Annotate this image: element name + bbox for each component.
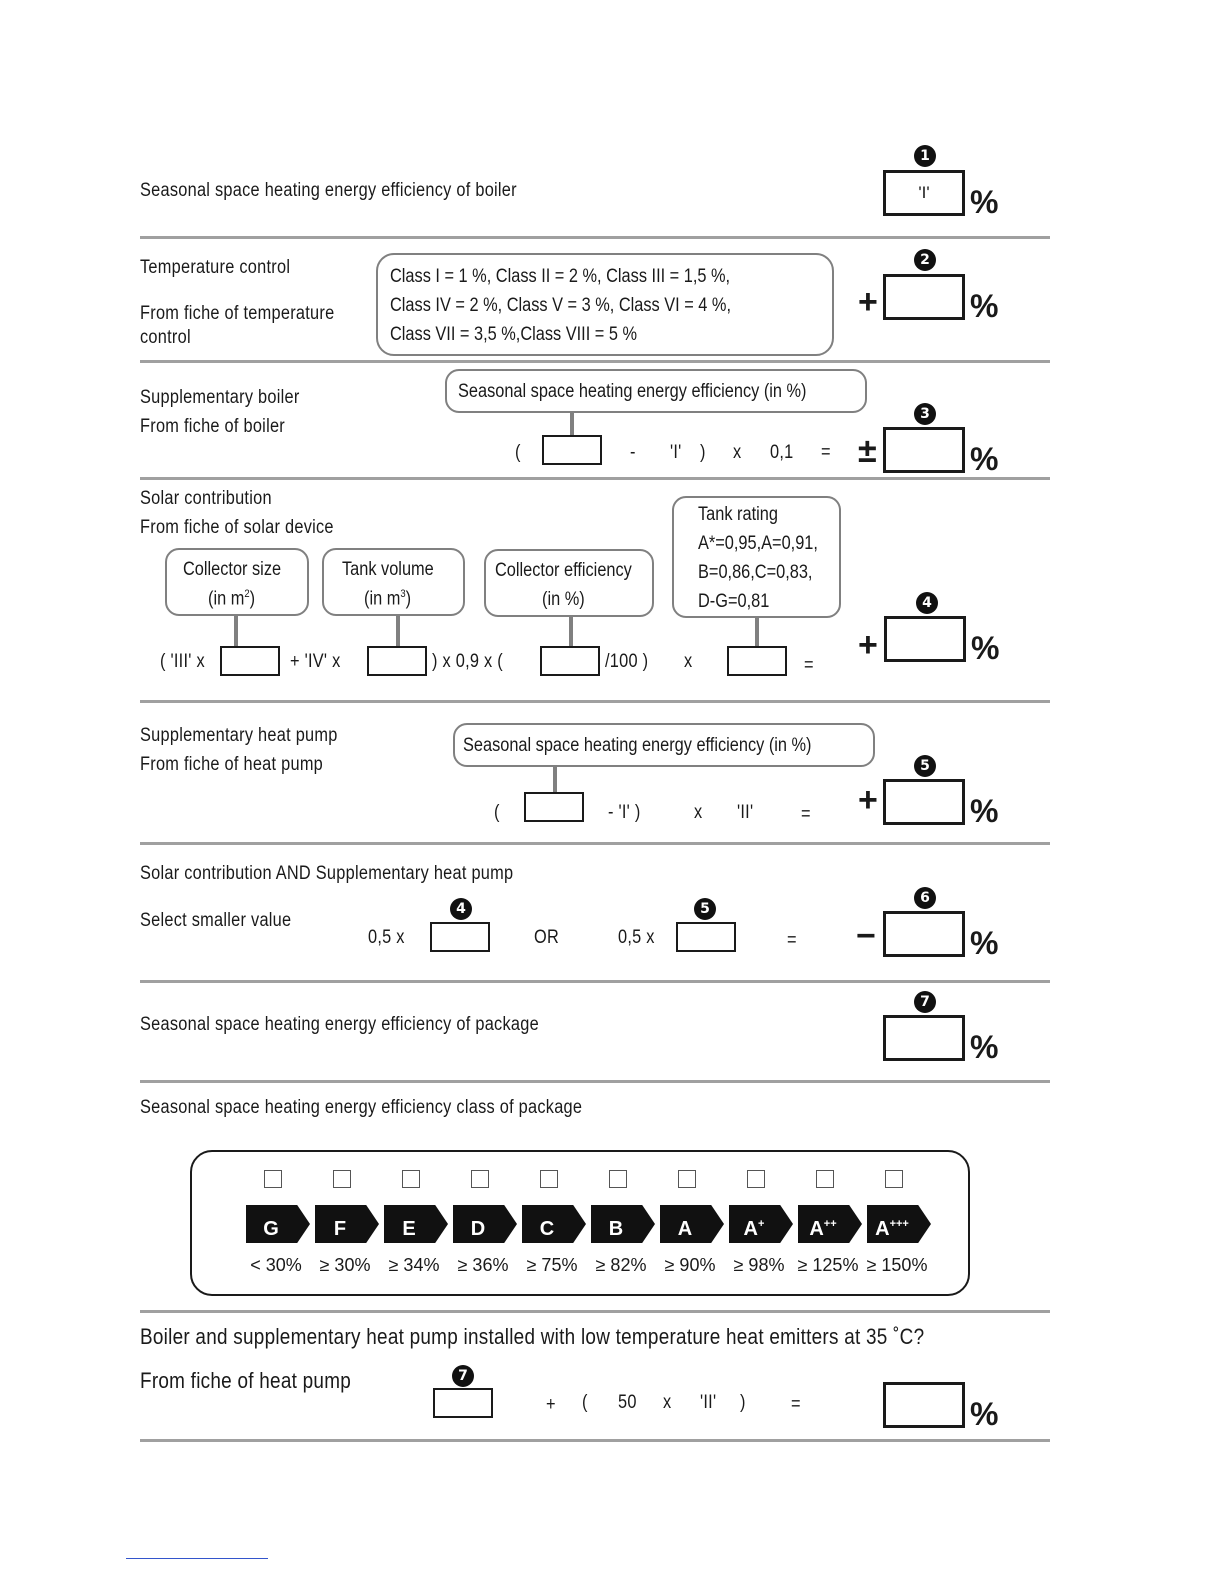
class-threshold: < 30% <box>250 1255 302 1275</box>
supplementary-heat-pump-percent: % <box>970 793 999 829</box>
low-temp-source: From fiche of heat pump <box>140 1368 352 1393</box>
formula-part-5: x <box>684 651 693 672</box>
class-arrow-label: B <box>608 1218 624 1240</box>
boiler-efficiency-label: Seasonal space heating energy efficiency of boiler <box>140 180 517 201</box>
plus-sign: + <box>858 626 878 664</box>
class-threshold: ≥ 82% <box>595 1255 647 1275</box>
temperature-control-percent: % <box>970 288 999 324</box>
step-7-marker: 7 <box>914 991 936 1013</box>
minus-ref-text: - 'I' ) <box>608 802 641 823</box>
boiler-efficiency-percent: % <box>970 184 999 220</box>
low-temp-result-percent: % <box>970 1396 999 1432</box>
class-arrow-label: F <box>333 1218 347 1240</box>
tank-volume-unit: (in $m^3$) <box>364 588 412 610</box>
collector-size-input[interactable] <box>220 646 280 676</box>
times-text: x <box>663 1392 672 1413</box>
supplementary-heat-pump-title: Supplementary heat pump <box>140 725 338 746</box>
class-checkbox[interactable] <box>747 1170 765 1188</box>
divider <box>140 1080 1050 1083</box>
ref-II: 'II' <box>700 1392 717 1413</box>
ref-7-marker: 7 <box>452 1365 474 1387</box>
supplementary-boiler-source: From fiche of boiler <box>140 416 286 437</box>
class-arrow-label: C <box>539 1218 555 1240</box>
package-efficiency-box[interactable] <box>883 1015 965 1061</box>
class-threshold: ≥ 125% <box>797 1255 859 1275</box>
close-paren: ) <box>700 442 706 463</box>
class-threshold: ≥ 150% <box>866 1255 928 1275</box>
step-1-marker: 1 <box>914 145 936 167</box>
equals-text: = <box>787 930 797 951</box>
tank-rating-line-1: A*=0,95,A=0,91, <box>698 533 818 554</box>
class-checkbox[interactable] <box>816 1170 834 1188</box>
divider <box>140 842 1050 845</box>
collector-size-unit: (in $m^2$) <box>208 588 256 610</box>
equals-text: = <box>791 1394 801 1415</box>
collector-efficiency-label: Collector efficiency <box>495 560 632 581</box>
collector-efficiency-input[interactable] <box>540 646 600 676</box>
step-3-marker: 3 <box>914 403 936 425</box>
or-text: OR <box>534 927 560 948</box>
supplementary-heat-pump-box[interactable] <box>883 779 965 825</box>
minus-text: - <box>630 442 636 463</box>
half-times-text: 0,5 x <box>368 927 405 948</box>
temperature-control-source: From fiche of temperature <box>140 303 335 324</box>
boiler-efficiency-ref: 'I' <box>918 183 930 202</box>
smaller-value-percent: % <box>970 925 999 961</box>
times-text: x <box>733 442 742 463</box>
supplementary-boiler-title: Supplementary boiler <box>140 387 300 408</box>
tank-volume-input[interactable] <box>367 646 427 676</box>
temperature-class-line-3: Class VII = 3,5 %,Class VIII = 5 % <box>390 324 638 345</box>
class-checkbox[interactable] <box>402 1170 420 1188</box>
temperature-control-source-2: control <box>140 327 191 348</box>
divider <box>140 980 1050 983</box>
divider <box>140 360 1050 363</box>
smaller-value-box[interactable] <box>883 911 965 957</box>
boiler-efficiency-box[interactable] <box>883 170 965 216</box>
formula-part-3: ) x 0,9 x ( <box>432 651 503 672</box>
step-5-marker: 5 <box>914 755 936 777</box>
class-arrow-label: A <box>677 1218 693 1240</box>
supplementary-heat-pump-source: From fiche of heat pump <box>140 754 324 775</box>
temperature-control-box[interactable] <box>883 274 965 320</box>
formula-part-1: ( 'III' x <box>160 651 205 672</box>
step-6-marker: 6 <box>914 887 936 909</box>
package-efficiency-percent: % <box>970 1029 999 1065</box>
divider <box>140 477 1050 480</box>
package-efficiency-input[interactable] <box>433 1388 493 1418</box>
tank-rating-input[interactable] <box>727 646 787 676</box>
equals-text: = <box>804 655 814 676</box>
supplementary-boiler-box[interactable] <box>883 427 965 473</box>
class-arrow-label: A+ <box>743 1218 765 1240</box>
class-checkbox[interactable] <box>609 1170 627 1188</box>
close-paren: ) <box>740 1392 746 1413</box>
heat-pump-efficiency-callout-text: Seasonal space heating energy efficiency (in %) <box>463 735 812 756</box>
temperature-class-line-1: Class I = 1 %, Class II = 2 %, Class III = 1,5 %, <box>390 266 731 287</box>
half-times-text-2: 0,5 x <box>618 927 655 948</box>
solar-and-heat-pump-title: Solar contribution AND Supplementary heat pump <box>140 863 514 884</box>
tank-volume-label: Tank volume <box>342 559 434 580</box>
low-temp-result-box[interactable] <box>883 1382 965 1428</box>
heat-pump-half-input[interactable] <box>676 922 736 952</box>
solar-contribution-source: From fiche of solar device <box>140 517 334 538</box>
formula-part-2: + 'IV' x <box>290 651 341 672</box>
callout-stem <box>553 767 557 793</box>
tank-rating-line-2: B=0,86,C=0,83, <box>698 562 813 583</box>
boiler-efficiency-callout-text: Seasonal space heating energy efficiency (in %) <box>458 381 807 402</box>
supplementary-boiler-efficiency-input[interactable] <box>542 435 602 465</box>
temperature-control-title: Temperature control <box>140 257 291 278</box>
class-threshold: ≥ 98% <box>733 1255 785 1275</box>
class-checkbox[interactable] <box>678 1170 696 1188</box>
class-arrow-label: G <box>263 1218 279 1240</box>
callout-stem <box>396 616 400 646</box>
solar-half-input[interactable] <box>430 922 490 952</box>
class-threshold: ≥ 36% <box>457 1255 509 1275</box>
plus-sign: + <box>858 781 878 819</box>
divider <box>140 1310 1050 1313</box>
class-arrow-label: A+++ <box>875 1218 909 1240</box>
formula-part-4: /100 ) <box>605 651 649 672</box>
solar-contribution-title: Solar contribution <box>140 488 272 509</box>
equals-text: = <box>821 442 831 463</box>
open-paren: ( <box>515 442 521 463</box>
class-arrow-label: D <box>470 1218 486 1240</box>
plus-minus-sign: ± <box>858 432 877 470</box>
divider <box>140 1439 1050 1442</box>
class-threshold: ≥ 75% <box>526 1255 578 1275</box>
supplementary-boiler-percent: % <box>970 441 999 477</box>
factor-text: 50 <box>618 1392 637 1413</box>
class-checkbox[interactable] <box>333 1170 351 1188</box>
class-arrow-label: A++ <box>809 1218 837 1240</box>
tank-rating-line-3: D-G=0,81 <box>698 591 770 612</box>
package-class-label: Seasonal space heating energy efficiency class of package <box>140 1097 583 1118</box>
times-text: x <box>694 802 703 823</box>
class-arrow-label: E <box>402 1218 416 1240</box>
step-4-marker: 4 <box>916 592 938 614</box>
plus-text: + <box>546 1394 556 1415</box>
package-efficiency-label: Seasonal space heating energy efficiency of package <box>140 1014 539 1035</box>
ref-II: 'II' <box>737 802 754 823</box>
collector-size-label: Collector size <box>183 559 282 580</box>
tank-rating-label: Tank rating <box>698 504 778 525</box>
low-temp-emitters-question: Boiler and supplementary heat pump installed with low temperature heat emitters at 35 ˚C? <box>140 1324 925 1349</box>
callout-stem <box>755 618 759 646</box>
plus-sign: + <box>858 283 878 321</box>
class-checkbox[interactable] <box>540 1170 558 1188</box>
open-paren: ( <box>494 802 500 823</box>
divider <box>140 700 1050 703</box>
footnote-rule <box>126 1558 268 1559</box>
callout-stem <box>234 616 238 646</box>
solar-contribution-percent: % <box>971 630 1000 666</box>
factor-text: 0,1 <box>770 442 794 463</box>
callout-stem <box>569 617 573 646</box>
class-threshold: ≥ 30% <box>319 1255 371 1275</box>
class-threshold: ≥ 90% <box>664 1255 716 1275</box>
open-paren: ( <box>582 1392 588 1413</box>
class-checkbox[interactable] <box>264 1170 282 1188</box>
equals-text: = <box>801 804 811 825</box>
callout-stem <box>570 413 574 435</box>
solar-contribution-box[interactable] <box>884 616 966 662</box>
ref-5-marker: 5 <box>694 898 716 920</box>
temperature-class-line-2: Class IV = 2 %, Class V = 3 %, Class VI = 4 %, <box>390 295 732 316</box>
ref-I: 'I' <box>670 442 682 463</box>
step-2-marker: 2 <box>914 249 936 271</box>
class-checkbox[interactable] <box>885 1170 903 1188</box>
class-threshold: ≥ 34% <box>388 1255 440 1275</box>
minus-sign: − <box>856 917 876 955</box>
heat-pump-efficiency-input[interactable] <box>524 792 584 822</box>
divider <box>140 236 1050 239</box>
collector-efficiency-unit: (in %) <box>542 589 585 610</box>
ref-4-marker: 4 <box>450 898 472 920</box>
select-smaller-value: Select smaller value <box>140 910 292 931</box>
class-checkbox[interactable] <box>471 1170 489 1188</box>
